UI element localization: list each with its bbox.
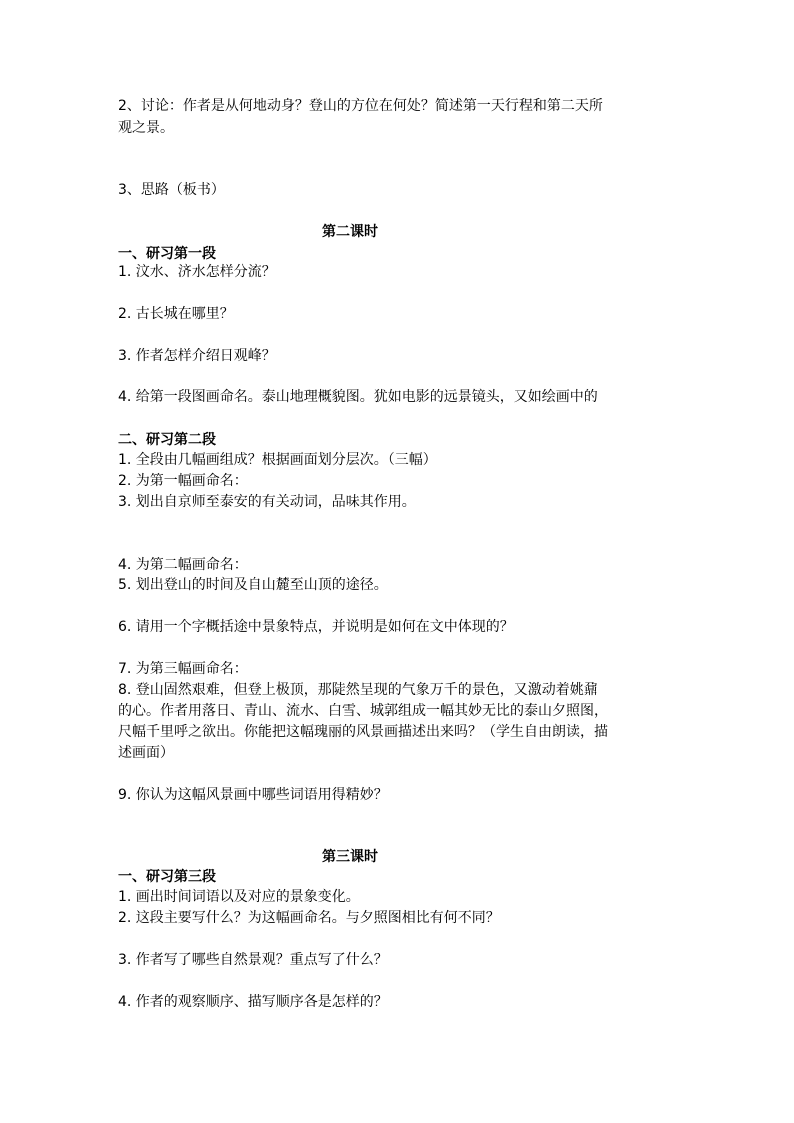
question-line: 5. 划出登山的时间及自山麓至山顶的途径。: [118, 577, 388, 593]
section-heading: 二、研习第二段: [118, 432, 216, 448]
question-line: 尺幅千里呼之欲出。你能把这幅瑰丽的风景画描述出来吗？（学生自由朗读，描: [118, 724, 608, 740]
question-line: 的心。作者用落日、青山、流水、白雪、城郭组成一幅其妙无比的泰山夕照图，: [118, 703, 608, 719]
question-line: 6. 请用一个字概括途中景象特点，并说明是如何在文中体现的？: [118, 619, 514, 635]
question-line: 1. 全段由几幅画组成？根据画面划分层次。（三幅）: [118, 452, 437, 468]
question-line: 3. 作者怎样介绍日观峰？: [118, 348, 276, 364]
question-line: 4. 作者的观察顺序、描写顺序各是怎样的？: [118, 994, 388, 1010]
lesson-heading: 第二课时: [322, 224, 378, 240]
paragraph-line: 2、讨论：作者是从何地动身？登山的方位在何处？简述第一天行程和第二天所: [118, 98, 603, 114]
question-line: 2. 这段主要写什么？为这幅画命名。与夕照图相比有何不同？: [118, 910, 500, 926]
question-line: 述画面）: [118, 745, 174, 761]
section-heading: 一、研习第一段: [118, 246, 216, 262]
question-line: 2. 古长城在哪里？: [118, 306, 234, 322]
question-line: 1. 汶水、济水怎样分流？: [118, 264, 276, 280]
lesson-heading: 第三课时: [322, 849, 378, 865]
paragraph-line: 3、思路（板书）: [118, 182, 225, 198]
question-line: 4. 给第一段图画命名。泰山地理概貌图。犹如电影的远景镜头，又如绘画中的: [118, 389, 598, 405]
question-line: 3. 作者写了哪些自然景观？重点写了什么？: [118, 952, 388, 968]
question-line: 3. 划出自京师至泰安的有关动词，品味其作用。: [118, 494, 416, 510]
question-line: 1. 画出时间词语以及对应的景象变化。: [118, 889, 360, 905]
question-line: 4. 为第二幅画命名：: [118, 557, 248, 573]
question-line: 9. 你认为这幅风景画中哪些词语用得精妙？: [118, 787, 388, 803]
section-heading: 一、研习第三段: [118, 869, 216, 885]
paragraph-line: 观之景。: [118, 120, 174, 136]
question-line: 7. 为第三幅画命名：: [118, 661, 248, 677]
question-line: 2. 为第一幅画命名：: [118, 473, 248, 489]
question-line: 8. 登山固然艰难，但登上极顶，那陡然呈现的气象万千的景色，又激动着姚鼐: [118, 682, 598, 698]
